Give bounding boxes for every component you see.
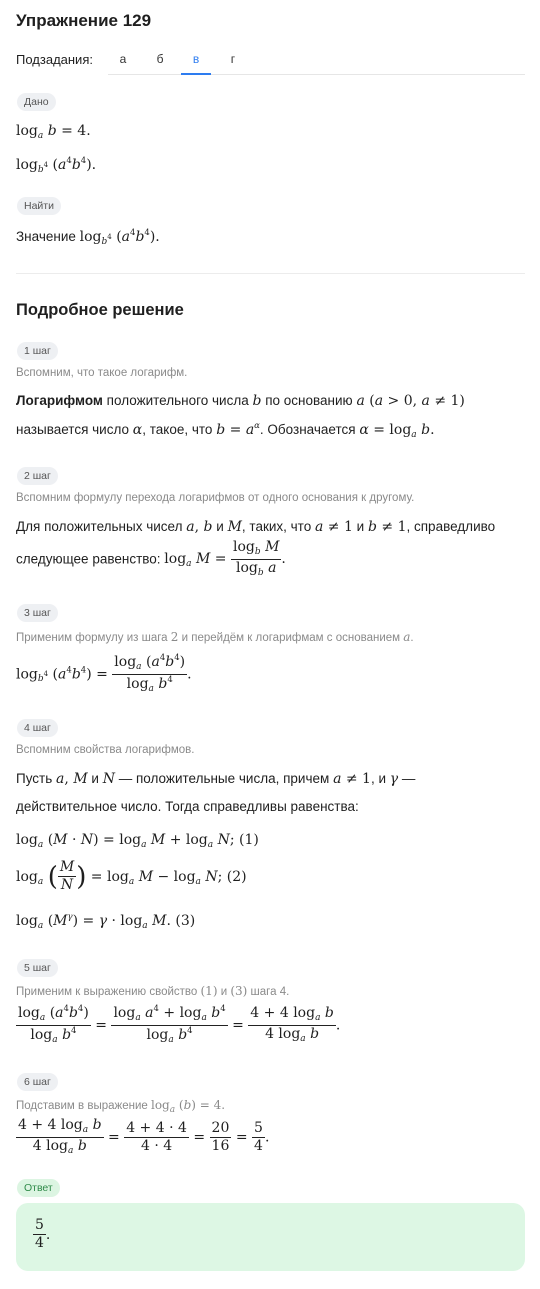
step-2-chip: 2 шаг [17,467,58,485]
page-title: Упражнение 129 [16,11,152,30]
property-3: $\log_a (M^\gamma) = \gamma \cdot \log_a M$. (3) [16,912,196,931]
solution-title: Подробное решение [16,301,184,319]
given-line-2: $\log_{b^4} (a^4b^4)$. [16,156,97,175]
step-3-formula: $\log_{b^4} (a^4b^4)$ = $\frac{\log_a (a^4b^4)}{\log_a b^4}$ . [16,653,192,694]
answer-chip: Ответ [17,1179,60,1197]
step-5-chip: 5 шаг [17,959,58,977]
subtasks-label: Подзадания: [16,52,93,67]
answer-box [16,1203,525,1271]
step-1-text-line-2: называется число α, такое, что $b = a^\alpha$. Обозначается $\alpha = \log_a b$. [16,421,435,440]
step-6-formula: $\frac{4 + 4 \log_a b}{4 \log_a b}$ = $\frac{4 + 4 \cdot 4}{4 \cdot 4}$ = $\frac{20}{16}$ = $\frac{5}{4}$ . [18,1117,270,1156]
step-1-chip: 1 шаг [17,342,58,360]
tabs-baseline [108,74,525,75]
property-1: $\log_a (M \cdot N) = \log_a M + \log_a N$; (1) [16,832,259,850]
active-tab-indicator [181,73,211,75]
find-chip: Найти [17,197,61,215]
step-4-chip: 4 шаг [17,719,58,737]
answer-value: $\frac{5}{4}$ . [35,1217,51,1252]
tab-v[interactable]: в [192,52,200,66]
step-1-text-line-1: Логарифмом положительного числа b по основанию a (a > 0, a ≠ 1) [16,393,465,409]
step-5-formula: $\frac{\log_a (a^4b^4)}{\log_a b^4}$ = $\frac{\log_a a^4 + \log_a b^4}{\log_a b^4}$ = $\frac{4 + 4 \log_a b}{4 \log_a b}$ . [18,1004,341,1045]
step-4-text-line-2: действительное число. Тогда справедливы равенства: [16,799,359,814]
tab-g[interactable]: г [230,52,236,66]
given-line-1: $\log_a b = 4$. [16,123,91,141]
step-6-chip: 6 шаг [17,1073,58,1091]
step-2-text-line-1: Для положительных чисел a, b и M, таких, что a ≠ 1 и b ≠ 1, справедливо [16,519,496,535]
step-4-note: Вспомним свойства логарифмов. [16,744,195,756]
step-3-note: Применим формулу из шага 2 и перейдём к логарифмам с основанием a. [16,630,414,644]
step-1-note: Вспомним, что такое логарифм. [16,367,188,379]
step-2-text-line-2: следующее равенство: $\log_a M$ = $\frac{\log_b M}{\log_b a}$ . [16,539,286,578]
step-3-chip: 3 шаг [17,604,58,622]
step-5-note: Применим к выражению свойство (1) и (3) шага 4. [16,984,290,998]
find-text: Значение $\log_{b^4} (a^4b^4)$. [16,228,160,247]
section-divider [16,273,525,274]
step-2-note: Вспомним формулу перехода логарифмов от одного основания к другому. [16,492,415,504]
given-chip: Дано [17,93,56,111]
property-2: $\log_a$ ( $\frac{M}{N}$ ) = $\log_a M - \log_a N$; (2) [16,859,247,894]
tab-b[interactable]: б [156,52,164,66]
step-4-text-line-1: Пусть a, M и N — положительные числа, причем a ≠ 1, и γ — [16,771,416,787]
tab-a[interactable]: а [119,52,127,66]
step-6-note: Подставим в выражение $\log_a (b) = 4$. [16,1098,226,1115]
